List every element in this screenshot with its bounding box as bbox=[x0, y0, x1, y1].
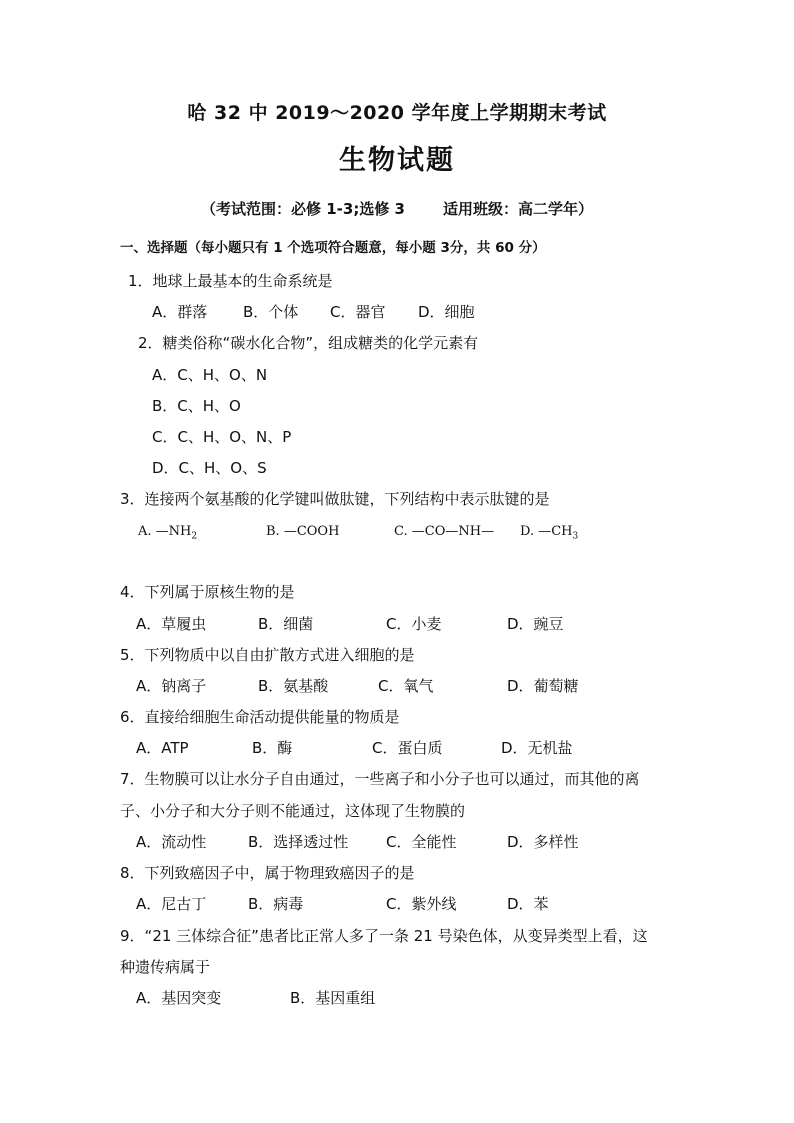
exam-scope: （考试范围：必修 1-3;选修 3 bbox=[201, 200, 405, 218]
question-9-option-b: B．基因重组 bbox=[290, 989, 376, 1007]
subject-title: 生物试题 bbox=[339, 145, 455, 176]
question-2-option-c: C．C、H、O、N、P bbox=[152, 428, 292, 446]
question-9-option-a: A．基因突变 bbox=[136, 989, 222, 1007]
applicable-grade: 适用班级：高二学年） bbox=[442, 200, 593, 218]
question-1-option-c: C．器官 bbox=[330, 303, 386, 321]
question-4-option-c: C．小麦 bbox=[386, 615, 442, 633]
question-8-option-c: C．紫外线 bbox=[386, 895, 457, 913]
question-6-stem: 6．直接给细胞生命活动提供能量的物质是 bbox=[120, 708, 400, 726]
question-3-option-c: C. —CO—NH— bbox=[394, 524, 495, 539]
question-5-stem: 5．下列物质中以自由扩散方式进入细胞的是 bbox=[120, 646, 415, 664]
exam-scope-line bbox=[0, 198, 794, 219]
question-4-option-a: A．草履虫 bbox=[136, 615, 207, 633]
question-7-option-d: D．多样性 bbox=[507, 833, 579, 851]
question-4-stem: 4．下列属于原核生物的是 bbox=[120, 583, 295, 601]
question-3-stem: 3．连接两个氨基酸的化学键叫做肽键，下列结构中表示肽键的是 bbox=[120, 490, 550, 508]
question-8-option-a: A．尼古丁 bbox=[136, 895, 207, 913]
question-8-option-d: D．苯 bbox=[507, 895, 549, 913]
question-1-option-d: D．细胞 bbox=[418, 303, 475, 321]
question-4-option-d: D．豌豆 bbox=[507, 615, 564, 633]
exam-title: 哈 32 中 2019～2020 学年度上学期期末考试 bbox=[187, 102, 607, 124]
formula-subscript: 3 bbox=[572, 531, 579, 542]
question-1-option-a: A．群落 bbox=[152, 303, 208, 321]
question-6-option-c: C．蛋白质 bbox=[372, 739, 443, 757]
formula-subscript: 2 bbox=[191, 531, 198, 542]
question-6-option-d: D．无机盐 bbox=[501, 739, 573, 757]
question-7-option-a: A．流动性 bbox=[136, 833, 207, 851]
question-2-option-d: D．C、H、O、S bbox=[152, 459, 267, 477]
question-6-option-a: A．ATP bbox=[136, 739, 189, 757]
question-3-option-a bbox=[138, 524, 197, 542]
question-5-option-a: A．钠离子 bbox=[136, 677, 207, 695]
question-2-option-b: B．C、H、O bbox=[152, 397, 241, 415]
question-6-option-b: B．酶 bbox=[252, 739, 293, 757]
question-9-stem-line-2: 种遗传病属于 bbox=[120, 958, 211, 976]
question-4-option-b: B．细菌 bbox=[258, 615, 314, 633]
question-7-option-b: B．选择透过性 bbox=[248, 833, 349, 851]
formula-text: D. —CH bbox=[520, 524, 573, 539]
question-9-stem-line-1: 9．“21 三体综合征”患者比正常人多了一条 21 号染色体，从变异类型上看，这 bbox=[120, 927, 648, 945]
question-7-stem-line-1: 7．生物膜可以让水分子自由通过，一些离子和小分子也可以通过，而其他的离 bbox=[120, 770, 640, 788]
question-8-stem: 8．下列致癌因子中，属于物理致癌因子的是 bbox=[120, 864, 415, 882]
question-1-option-b: B．个体 bbox=[243, 303, 299, 321]
question-7-option-c: C．全能性 bbox=[386, 833, 457, 851]
question-5-option-b: B．氨基酸 bbox=[258, 677, 329, 695]
question-2-option-a: A．C、H、O、N bbox=[152, 366, 268, 384]
question-5-option-d: D．葡萄糖 bbox=[507, 677, 579, 695]
question-5-option-c: C．氧气 bbox=[378, 677, 434, 695]
question-3-option-b: B. —COOH bbox=[266, 524, 340, 539]
question-1-stem: 1．地球上最基本的生命系统是 bbox=[128, 272, 333, 290]
question-2-stem: 2．糖类俗称“碳水化合物”，组成糖类的化学元素有 bbox=[138, 334, 479, 352]
section-heading: 一、选择题（每小题只有 1 个选项符合题意，每小题 3分，共 60 分） bbox=[120, 240, 546, 256]
question-7-stem-line-2: 子、小分子和大分子则不能通过，这体现了生物膜的 bbox=[120, 802, 466, 820]
formula-text: A. —NH bbox=[138, 524, 192, 539]
question-8-option-b: B．病毒 bbox=[248, 895, 304, 913]
question-3-option-d bbox=[520, 524, 578, 542]
